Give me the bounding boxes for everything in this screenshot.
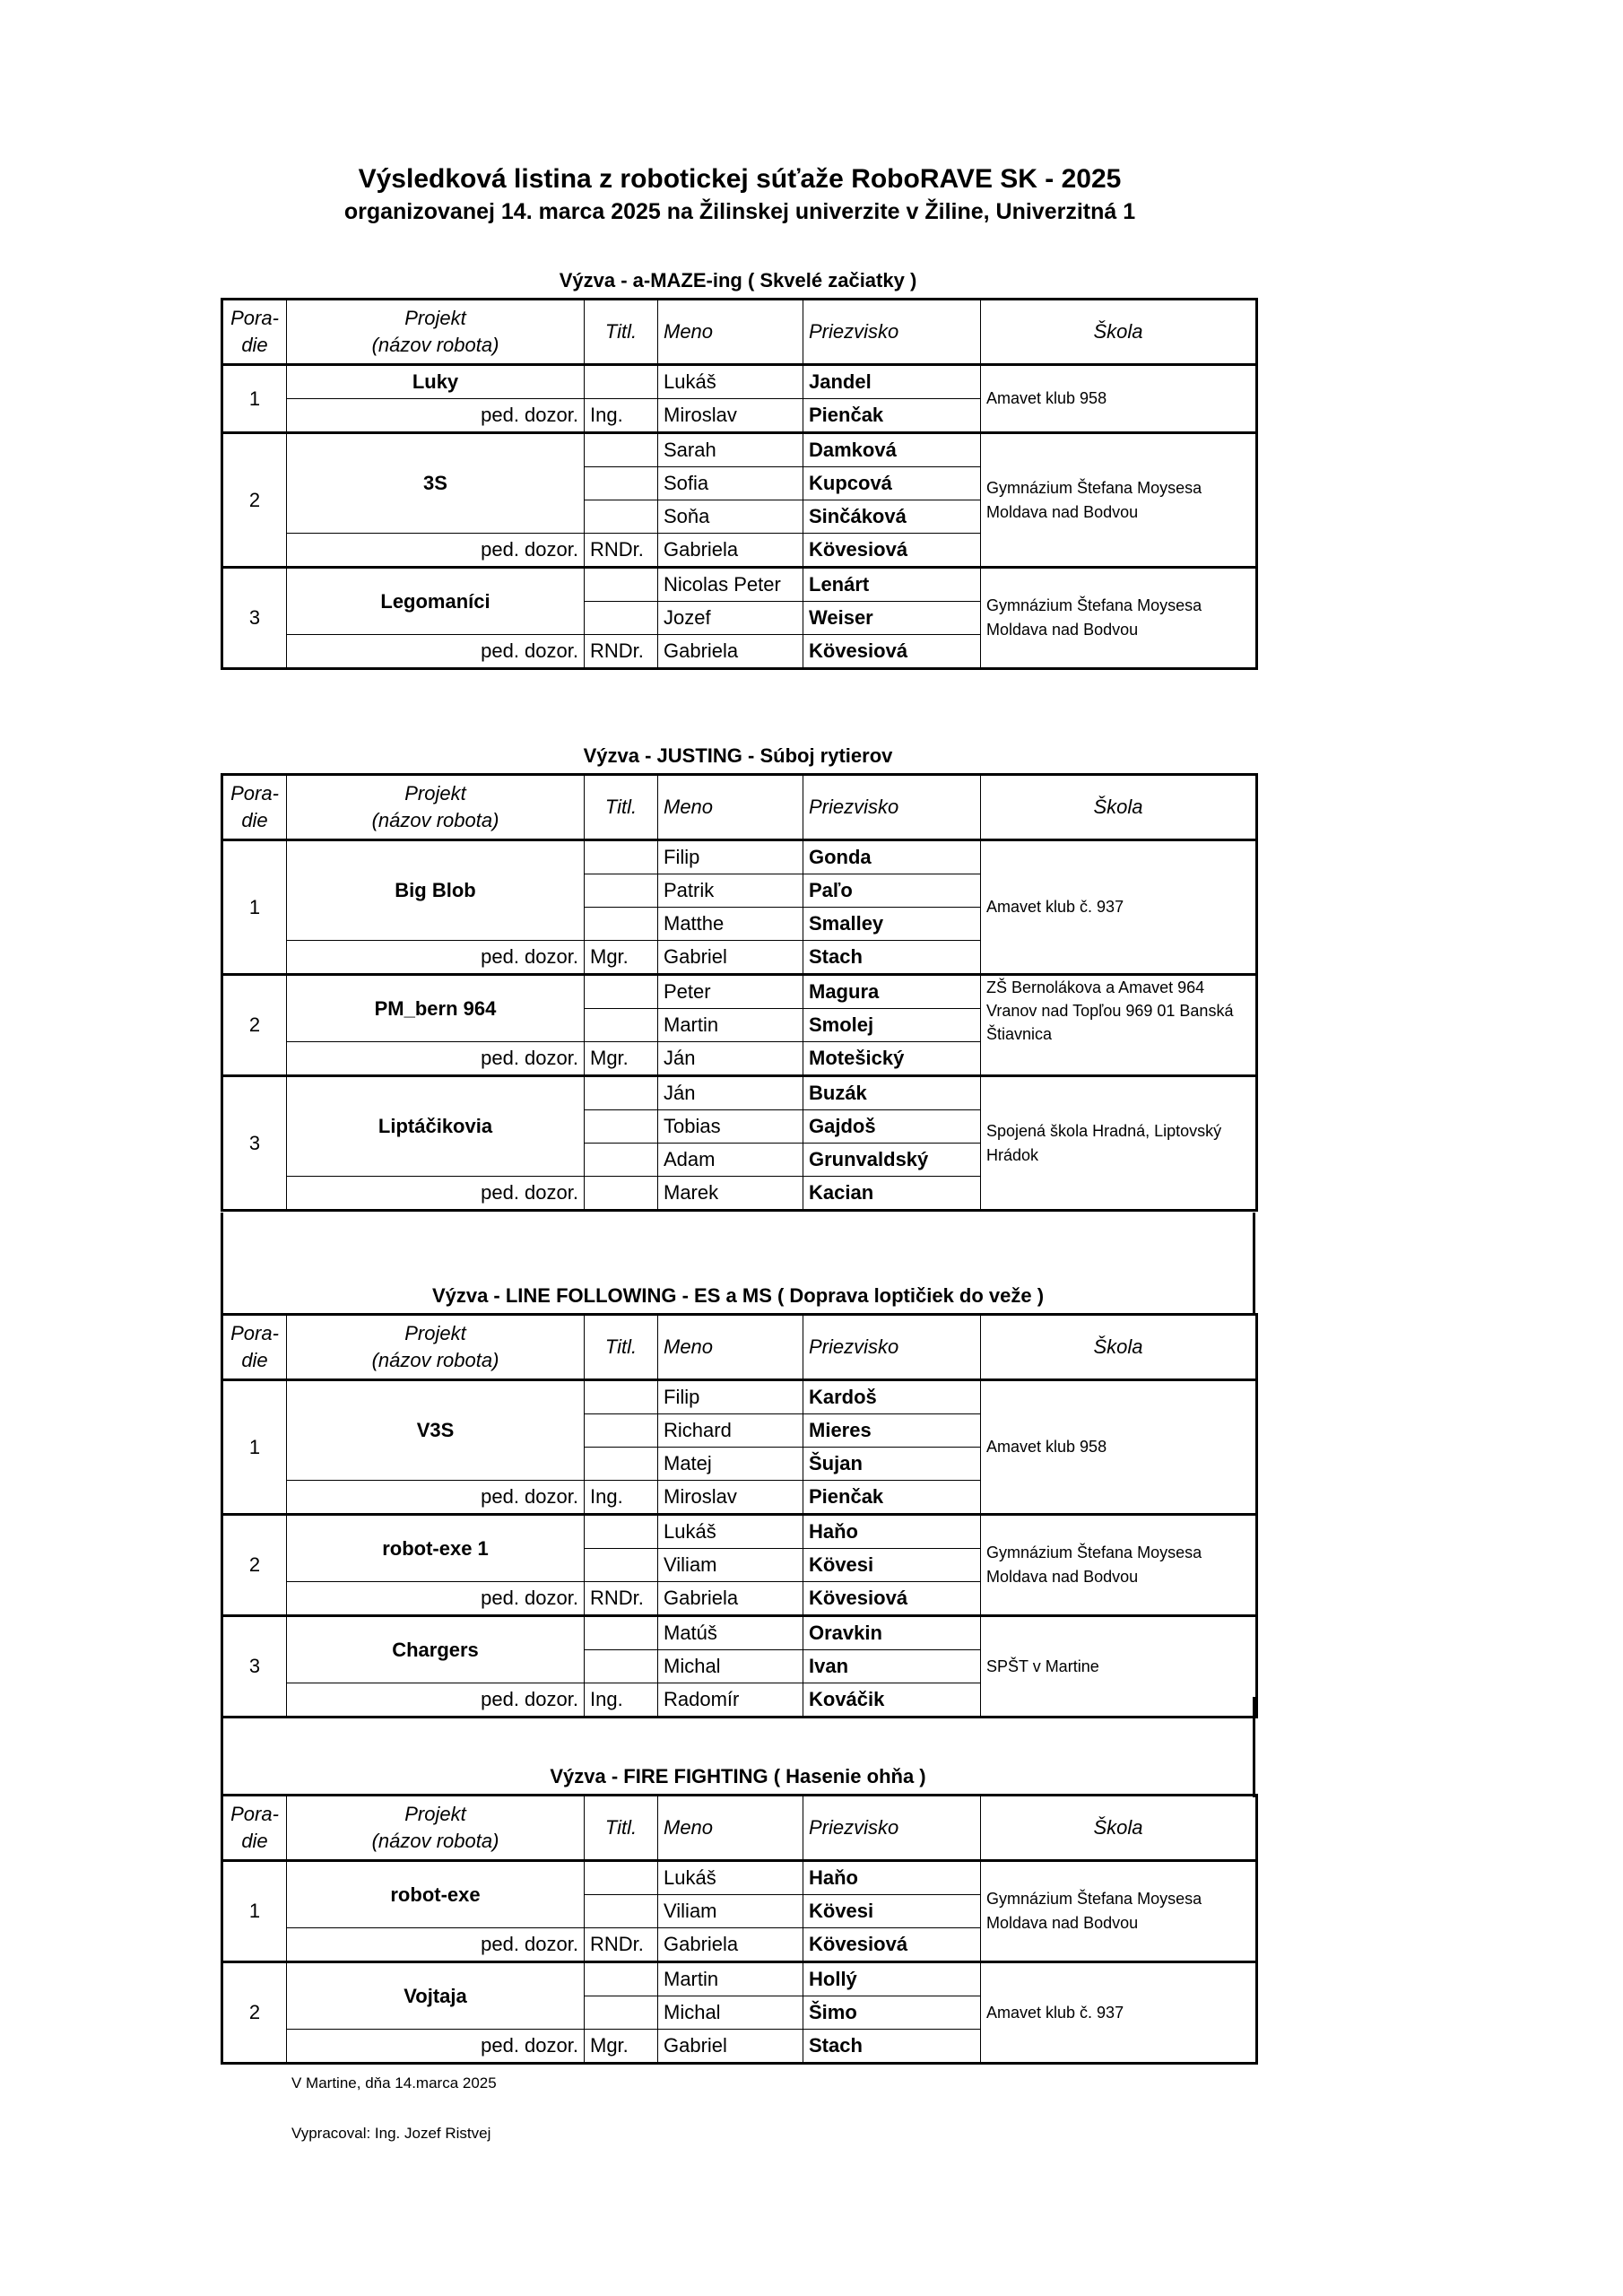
results-table-line-following (221, 1313, 1258, 1718)
project-name: V3S (287, 1380, 585, 1481)
member-last-name: Smolej (803, 1009, 981, 1042)
header-last-name: Priezvisko (803, 1796, 981, 1861)
project-name: Luky (287, 365, 585, 399)
member-title (585, 365, 658, 399)
supervisor-title (585, 1177, 658, 1211)
supervisor-title: RNDr. (585, 1582, 658, 1616)
table-row (222, 840, 1257, 874)
table-row (222, 1861, 1257, 1895)
member-last-name: Buzák (803, 1076, 981, 1110)
supervisor-label: ped. dozor. (287, 1928, 585, 1962)
rank-cell: 1 (222, 1861, 287, 1962)
member-last-name: Kövesi (803, 1549, 981, 1582)
table-row (222, 1962, 1257, 1996)
header-rank-line1: Pora- (230, 307, 279, 329)
header-title: Titl. (585, 1796, 658, 1861)
member-last-name: Paľo (803, 874, 981, 908)
supervisor-label: ped. dozor. (287, 635, 585, 669)
section-caption-fire-fighting: Výzva - FIRE FIGHTING ( Hasenie ohňa ) (550, 1765, 926, 1787)
supervisor-first-name: Miroslav (658, 1481, 803, 1515)
member-last-name: Lenárt (803, 568, 981, 602)
rank-cell: 3 (222, 1076, 287, 1211)
member-first-name: Jozef (658, 602, 803, 635)
header-project-line1: Projekt (404, 1803, 466, 1825)
school-cell: ZŠ Bernolákova a Amavet 964 Vranov nad Topľou 969 01 Banská Štiavnica (981, 975, 1257, 1076)
member-title (585, 1144, 658, 1177)
member-last-name: Haňo (803, 1861, 981, 1895)
supervisor-last-name: Stach (803, 2030, 981, 2064)
member-last-name: Magura (803, 975, 981, 1009)
member-title (585, 975, 658, 1009)
header-title: Titl. (585, 775, 658, 840)
section-caption-amazeing: Výzva - a-MAZE-ing ( Skvelé začiatky ) (559, 269, 917, 291)
member-first-name: Lukáš (658, 1515, 803, 1549)
rank-cell: 1 (222, 1380, 287, 1515)
supervisor-title: Ing. (585, 399, 658, 433)
member-title (585, 1515, 658, 1549)
header-row (222, 1796, 1257, 1861)
header-rank (222, 775, 287, 840)
member-first-name: Lukáš (658, 1861, 803, 1895)
header-first-name: Meno (658, 300, 803, 365)
header-last-name: Priezvisko (803, 775, 981, 840)
school-cell: Amavet klub č. 937 (981, 840, 1257, 975)
supervisor-label: ped. dozor. (287, 1042, 585, 1076)
member-last-name: Šujan (803, 1448, 981, 1481)
rank-cell: 2 (222, 433, 287, 568)
header-first-name: Meno (658, 775, 803, 840)
table-row (222, 1616, 1257, 1650)
table-row (222, 975, 1257, 1009)
member-first-name: Michal (658, 1650, 803, 1683)
supervisor-title: Ing. (585, 1481, 658, 1515)
rank-cell: 2 (222, 975, 287, 1076)
header-row (222, 775, 1257, 840)
section-caption-line-following: Výzva - LINE FOLLOWING - ES a MS ( Doprava loptičiek do veže ) (431, 1284, 1045, 1307)
results-table-justing (221, 773, 1258, 1212)
supervisor-label: ped. dozor. (287, 1683, 585, 1718)
member-last-name: Gonda (803, 840, 981, 874)
project-name: Vojtaja (287, 1962, 585, 2030)
footer-place-date: V Martine, dňa 14.marca 2025 (291, 2074, 497, 2092)
supervisor-label: ped. dozor. (287, 399, 585, 433)
member-title (585, 467, 658, 500)
supervisor-title: Ing. (585, 1683, 658, 1718)
rank-cell: 2 (222, 1962, 287, 2064)
supervisor-title: RNDr. (585, 534, 658, 568)
supervisor-last-name: Kövesiová (803, 1928, 981, 1962)
header-rank-line2: die (241, 334, 268, 356)
header-title: Titl. (585, 1315, 658, 1380)
member-last-name: Damková (803, 433, 981, 467)
school-cell: Gymnázium Štefana Moysesa Moldava nad Bodvou (981, 1515, 1257, 1616)
member-title (585, 1448, 658, 1481)
header-rank-line2: die (241, 1830, 268, 1852)
member-last-name: Haňo (803, 1515, 981, 1549)
header-last-name: Priezvisko (803, 1315, 981, 1380)
header-school: Škola (981, 1315, 1257, 1380)
member-title (585, 602, 658, 635)
supervisor-title: RNDr. (585, 1928, 658, 1962)
rank-cell: 1 (222, 365, 287, 433)
rank-cell: 3 (222, 568, 287, 669)
project-name: robot-exe 1 (287, 1515, 585, 1582)
member-first-name: Nicolas Peter (658, 568, 803, 602)
section-caption-justing: Výzva - JUSTING - Súboj rytierov (583, 744, 893, 767)
supervisor-label: ped. dozor. (287, 1582, 585, 1616)
header-project-line2: (názov robota) (371, 809, 499, 831)
supervisor-first-name: Gabriela (658, 534, 803, 568)
header-school: Škola (981, 1796, 1257, 1861)
member-first-name: Matúš (658, 1616, 803, 1650)
member-first-name: Patrik (658, 874, 803, 908)
supervisor-last-name: Kövesiová (803, 635, 981, 669)
supervisor-last-name: Kacian (803, 1177, 981, 1211)
project-name: Big Blob (287, 840, 585, 941)
member-first-name: Matej (658, 1448, 803, 1481)
project-name: 3S (287, 433, 585, 534)
supervisor-first-name: Gabriela (658, 635, 803, 669)
member-last-name: Smalley (803, 908, 981, 941)
header-project-line2: (názov robota) (371, 1349, 499, 1371)
member-last-name: Ivan (803, 1650, 981, 1683)
member-last-name: Sinčáková (803, 500, 981, 534)
header-rank-line2: die (241, 809, 268, 831)
header-project (287, 775, 585, 840)
supervisor-last-name: Motešický (803, 1042, 981, 1076)
results-table-amazeing (221, 298, 1258, 670)
header-school: Škola (981, 775, 1257, 840)
supervisor-label: ped. dozor. (287, 2030, 585, 2064)
supervisor-last-name: Kövesiová (803, 534, 981, 568)
footer-prepared-by: Vypracoval: Ing. Jozef Ristvej (291, 2125, 491, 2142)
member-last-name: Kupcová (803, 467, 981, 500)
results-table-fire-fighting (221, 1794, 1258, 2065)
school-cell: Amavet klub 958 (981, 365, 1257, 433)
member-last-name: Kardoš (803, 1380, 981, 1414)
member-first-name: Viliam (658, 1895, 803, 1928)
supervisor-title: RNDr. (585, 635, 658, 669)
header-row (222, 300, 1257, 365)
header-rank-line2: die (241, 1349, 268, 1371)
member-last-name: Weiser (803, 602, 981, 635)
member-title (585, 1110, 658, 1144)
supervisor-label: ped. dozor. (287, 1177, 585, 1211)
rank-cell: 3 (222, 1616, 287, 1718)
header-rank (222, 300, 287, 365)
member-title (585, 1414, 658, 1448)
table-row (222, 1515, 1257, 1549)
member-first-name: Martin (658, 1962, 803, 1996)
member-first-name: Richard (658, 1414, 803, 1448)
table-row (222, 365, 1257, 399)
header-rank-line1: Pora- (230, 782, 279, 804)
member-title (585, 433, 658, 467)
member-first-name: Filip (658, 840, 803, 874)
member-first-name: Martin (658, 1009, 803, 1042)
header-project (287, 300, 585, 365)
supervisor-first-name: Miroslav (658, 399, 803, 433)
project-name: PM_bern 964 (287, 975, 585, 1042)
member-title (585, 500, 658, 534)
page-title: Výsledková listina z robotickej súťaže RoboRAVE SK - 2025 (358, 164, 1122, 194)
member-first-name: Viliam (658, 1549, 803, 1582)
supervisor-first-name: Gabriela (658, 1928, 803, 1962)
member-title (585, 1549, 658, 1582)
school-cell: Amavet klub 958 (981, 1380, 1257, 1515)
header-project-line1: Projekt (404, 782, 466, 804)
header-rank-line1: Pora- (230, 1322, 279, 1344)
header-rank-line1: Pora- (230, 1803, 279, 1825)
table-row (222, 1076, 1257, 1110)
page-subtitle: organizovanej 14. marca 2025 na Žilinskej univerzite v Žiline, Univerzitná 1 (343, 199, 1136, 224)
member-first-name: Peter (658, 975, 803, 1009)
member-first-name: Tobias (658, 1110, 803, 1144)
member-first-name: Michal (658, 1996, 803, 2030)
project-name: Liptáčikovia (287, 1076, 585, 1177)
table-row (222, 1380, 1257, 1414)
supervisor-title: Mgr. (585, 2030, 658, 2064)
header-row (222, 1315, 1257, 1380)
member-title (585, 1076, 658, 1110)
member-last-name: Mieres (803, 1414, 981, 1448)
supervisor-last-name: Pienčak (803, 1481, 981, 1515)
member-last-name: Hollý (803, 1962, 981, 1996)
member-last-name: Šimo (803, 1996, 981, 2030)
header-project-line2: (názov robota) (371, 334, 499, 356)
member-last-name: Jandel (803, 365, 981, 399)
header-rank (222, 1796, 287, 1861)
supervisor-first-name: Gabriel (658, 2030, 803, 2064)
member-title (585, 1616, 658, 1650)
school-cell: SPŠT v Martine (981, 1616, 1257, 1718)
rank-cell: 2 (222, 1515, 287, 1616)
project-name: robot-exe (287, 1861, 585, 1928)
supervisor-last-name: Pienčak (803, 399, 981, 433)
member-title (585, 1380, 658, 1414)
project-name: Chargers (287, 1616, 585, 1683)
project-name: Legomaníci (287, 568, 585, 635)
member-title (585, 874, 658, 908)
header-project-line1: Projekt (404, 1322, 466, 1344)
school-cell: Gymnázium Štefana Moysesa Moldava nad Bodvou (981, 433, 1257, 568)
header-project (287, 1315, 585, 1380)
member-title (585, 1650, 658, 1683)
header-project-line1: Projekt (404, 307, 466, 329)
school-cell: Gymnázium Štefana Moysesa Moldava nad Bodvou (981, 568, 1257, 669)
header-rank (222, 1315, 287, 1380)
member-title (585, 1996, 658, 2030)
member-title (585, 840, 658, 874)
member-first-name: Lukáš (658, 365, 803, 399)
supervisor-last-name: Kováčik (803, 1683, 981, 1718)
member-first-name: Matthe (658, 908, 803, 941)
rank-cell: 1 (222, 840, 287, 975)
header-project-line2: (názov robota) (371, 1830, 499, 1852)
supervisor-title: Mgr. (585, 1042, 658, 1076)
school-cell: Gymnázium Štefana Moysesa Moldava nad Bodvou (981, 1861, 1257, 1962)
header-title: Titl. (585, 300, 658, 365)
school-cell: Amavet klub č. 937 (981, 1962, 1257, 2064)
table-row (222, 568, 1257, 602)
header-school: Škola (981, 300, 1257, 365)
header-first-name: Meno (658, 1315, 803, 1380)
supervisor-first-name: Radomír (658, 1683, 803, 1718)
supervisor-first-name: Gabriela (658, 1582, 803, 1616)
member-last-name: Oravkin (803, 1616, 981, 1650)
member-first-name: Filip (658, 1380, 803, 1414)
member-first-name: Ján (658, 1076, 803, 1110)
member-first-name: Adam (658, 1144, 803, 1177)
supervisor-last-name: Kövesiová (803, 1582, 981, 1616)
header-project (287, 1796, 585, 1861)
header-first-name: Meno (658, 1796, 803, 1861)
supervisor-label: ped. dozor. (287, 941, 585, 975)
member-title (585, 908, 658, 941)
member-last-name: Kövesi (803, 1895, 981, 1928)
member-title (585, 568, 658, 602)
supervisor-first-name: Gabriel (658, 941, 803, 975)
supervisor-title: Mgr. (585, 941, 658, 975)
supervisor-first-name: Marek (658, 1177, 803, 1211)
member-title (585, 1009, 658, 1042)
supervisor-first-name: Ján (658, 1042, 803, 1076)
member-first-name: Sofia (658, 467, 803, 500)
member-last-name: Gajdoš (803, 1110, 981, 1144)
member-last-name: Grunvaldský (803, 1144, 981, 1177)
school-cell: Spojená škola Hradná, Liptovský Hrádok (981, 1076, 1257, 1211)
member-title (585, 1861, 658, 1895)
member-first-name: Sarah (658, 433, 803, 467)
supervisor-label: ped. dozor. (287, 534, 585, 568)
member-first-name: Soňa (658, 500, 803, 534)
member-title (585, 1895, 658, 1928)
header-last-name: Priezvisko (803, 300, 981, 365)
supervisor-last-name: Stach (803, 941, 981, 975)
table-row (222, 433, 1257, 467)
member-title (585, 1962, 658, 1996)
supervisor-label: ped. dozor. (287, 1481, 585, 1515)
